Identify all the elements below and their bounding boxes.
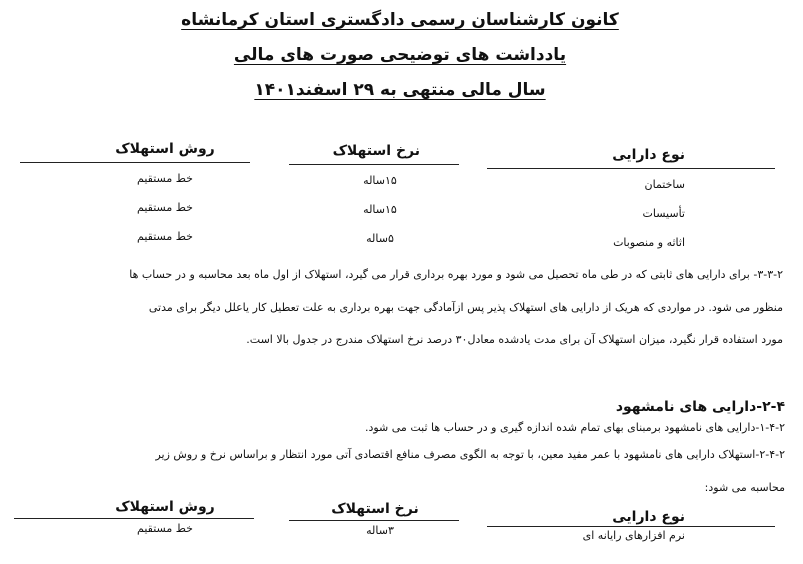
table2-row1-rate: ۳ساله	[366, 524, 394, 537]
table2-header-rate: نرخ استهلاک	[331, 501, 419, 517]
table2-rule-rate	[289, 520, 459, 521]
table1-row1-asset: ساختمان	[644, 178, 685, 191]
table1-header-asset: نوع دارایی	[612, 147, 685, 163]
section-2-4-item2-line1: ۲-۴-۲-استهلاک دارایی های نامشهود با عمر مفید معین، با توجه به الگوی مصرف منافع اقتصادی آتی مورد انتظار و براساس نرخ و روش زیر	[155, 448, 785, 461]
table2-header-asset: نوع دارایی	[612, 509, 685, 525]
note-3-3-2-line2: منظور می شود. در مواردی که هریک از دارایی های استهلاک پذیر پس ازآمادگی جهت بهره برداری به علت تعطیل کار یاعلل دیگر برای مدتی	[148, 301, 783, 314]
table1-header-rate: نرخ استهلاک	[332, 143, 420, 159]
table1-row1-rate: ۱۵ساله	[363, 174, 397, 187]
table2-rule-method	[14, 518, 254, 519]
table1-rule-asset	[487, 168, 775, 169]
section-2-4-title: ۲-۴-دارایی های نامشهود	[615, 399, 785, 415]
table2-row1-asset: نرم افزارهای رایانه ای	[582, 529, 685, 542]
table1-row1-method: خط مستقیم	[137, 172, 193, 185]
table1-row2-rate: ۱۵ساله	[363, 203, 397, 216]
table1-row2-asset: تأسیسات	[642, 207, 685, 220]
header-fiscal-year: سال مالی منتهی به ۲۹ اسفند۱۴۰۱	[254, 80, 546, 100]
header-organization: کانون کارشناسان رسمی دادگستری استان کرمانشاه	[181, 10, 619, 30]
header-notes-title: یادداشت های توضیحی صورت های مالی	[233, 45, 567, 65]
section-2-4-item2-line2: محاسبه می شود:	[704, 481, 785, 494]
table1-row2-method: خط مستقیم	[137, 201, 193, 214]
table1-row3-rate: ۵ساله	[366, 232, 394, 245]
table1-rule-rate	[289, 164, 459, 165]
table2-header-method: روش استهلاک	[115, 499, 215, 515]
note-3-3-2-line1: ۳-۳-۲- برای دارایی های ثابتی که در طی ماه تحصیل می شود و مورد بهره برداری قرار می گیرد، استهلاک از اول ماه بعد محاسبه و در حساب ها	[129, 268, 783, 281]
table1-row3-method: خط مستقیم	[137, 230, 193, 243]
section-2-4-item1: ۱-۴-۲-دارایی های نامشهود برمبنای بهای تمام شده اندازه گیری و در حساب ها ثبت می شود.	[364, 421, 785, 434]
table2-rule-asset	[487, 526, 775, 527]
table1-rule-method	[20, 162, 250, 163]
table2-row1-method: خط مستقیم	[137, 522, 193, 535]
note-3-3-2-line3: مورد استفاده قرار نگیرد، میزان استهلاک آن برای مدت یادشده معادل۳۰ درصد نرخ استهلاک مندرج در جدول بالا است.	[246, 333, 783, 346]
table1-header-method: روش استهلاک	[115, 141, 215, 157]
table1-row3-asset: اثاثه و منصوبات	[613, 236, 685, 249]
